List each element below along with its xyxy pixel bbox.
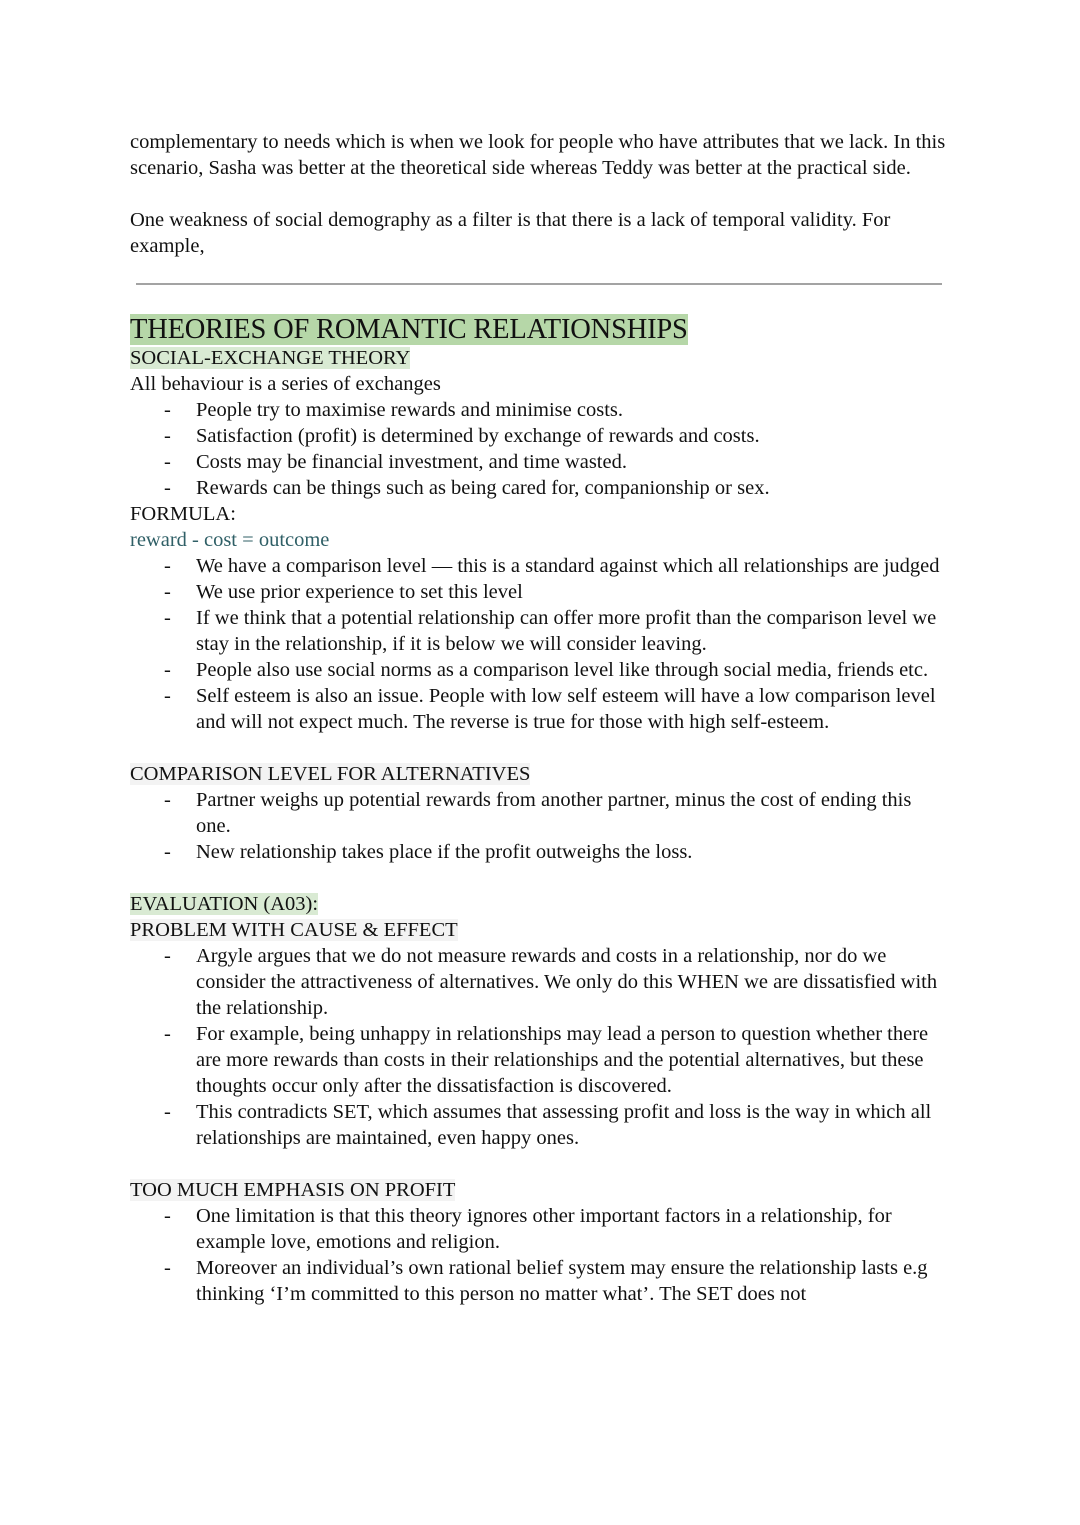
dash-bullet-icon: - [164,451,171,473]
list-item [130,423,950,449]
list-item-text: We use prior experience to set this level [196,581,523,603]
blank-line [130,865,950,891]
list-item-text: Partner weighs up potential rewards from another partner, minus the cost of ending this one. [196,789,912,837]
list-item [130,553,950,579]
list-item-text: Self esteem is also an issue. People with low self esteem will have a low comparison level and will not expect much. The reverse is true for those with high self-esteem. [196,685,936,733]
list-item [130,683,950,735]
dash-bullet-icon: - [164,1205,171,1227]
heading-comparison-level-alternatives [130,761,950,787]
dash-bullet-icon: - [164,659,171,681]
list-item [130,943,950,1021]
list-item-text: People also use social norms as a comparison level like through social media, friends etc. [196,659,929,681]
heading-text: COMPARISON LEVEL FOR ALTERNATIVES [130,763,531,785]
list-item-text: If we think that a potential relationship can offer more profit than the comparison level we stay in the relationship, if it is below we will consider leaving. [196,607,937,655]
blank-line [130,1151,950,1177]
list-item-text: This contradicts SET, which assumes that assessing profit and loss is the way in which all relationships are maintained, even happy ones. [196,1101,932,1149]
dash-bullet-icon: - [164,1101,171,1123]
dash-bullet-icon: - [164,685,171,707]
list-item-text: Argyle argues that we do not measure rewards and costs in a relationship, nor do we consider the attractiveness of alternatives. We only do this WHEN we are dissatisfied with the relationship. [196,945,938,1019]
list-item-text: Moreover an individual’s own rational belief system may ensure the relationship lasts e.g thinking ‘I’m committed to this person no matter what’. The SET does not [196,1257,928,1305]
list-item [130,1021,950,1099]
dash-bullet-icon: - [164,581,171,603]
heading-text: TOO MUCH EMPHASIS ON PROFIT [130,1179,456,1201]
list-item [130,605,950,657]
heading-emphasis-on-profit [130,1177,950,1203]
list-item-text: Rewards can be things such as being cared for, companionship or sex. [196,477,770,499]
horizontal-rule [136,283,942,285]
list-item-text: Satisfaction (profit) is determined by exchange of rewards and costs. [196,425,760,447]
list-item-text: People try to maximise rewards and minimise costs. [196,399,624,421]
blank-line [130,735,950,761]
document-page [130,129,950,1307]
section-title-text: THEORIES OF ROMANTIC RELATIONSHIPS [130,314,688,345]
bullet-list-comparison-level [130,553,950,735]
section-divider [130,259,950,315]
list-item-text: Costs may be financial investment, and time wasted. [196,451,627,473]
list-item [130,1255,950,1307]
heading-text: EVALUATION (A03): [130,893,319,915]
list-item [130,1099,950,1151]
list-item [130,657,950,683]
list-item [130,839,950,865]
list-item-text: We have a comparison level — this is a standard against which all relationships are judged [196,555,940,577]
subtitle-text: SOCIAL-EXCHANGE THEORY [130,347,411,369]
list-item [130,449,950,475]
bullet-list-basics [130,397,950,501]
list-item-text: New relationship takes place if the profit outweighs the loss. [196,841,693,863]
list-item [130,787,950,839]
intro-paragraph-temporal-validity: One weakness of social demography as a filter is that there is a lack of temporal validity. For example, [130,209,891,257]
formula-text: reward - cost = outcome [130,529,330,551]
list-item [130,475,950,501]
bullet-list-cause-effect [130,943,950,1151]
dash-bullet-icon: - [164,789,171,811]
bullet-list-profit [130,1203,950,1307]
dash-bullet-icon: - [164,1023,171,1045]
dash-bullet-icon: - [164,555,171,577]
dash-bullet-icon: - [164,945,171,967]
dash-bullet-icon: - [164,399,171,421]
dash-bullet-icon: - [164,425,171,447]
dash-bullet-icon: - [164,607,171,629]
formula-label: FORMULA: [130,503,236,525]
heading-evaluation [130,891,950,917]
bullet-list-alternatives [130,787,950,865]
lead-sentence: All behaviour is a series of exchanges [130,373,441,395]
heading-text: PROBLEM WITH CAUSE & EFFECT [130,919,458,941]
dash-bullet-icon: - [164,841,171,863]
dash-bullet-icon: - [164,477,171,499]
section-title [130,315,950,345]
list-item [130,1203,950,1255]
intro-paragraph-complementary-needs: complementary to needs which is when we look for people who have attributes that we lack. In this scenario, Sasha was better at the theoretical side whereas Teddy was better at the practical side. [130,131,946,179]
heading-cause-effect [130,917,950,943]
list-item [130,397,950,423]
dash-bullet-icon: - [164,1257,171,1279]
list-item [130,579,950,605]
subtitle-social-exchange-theory [130,345,950,371]
blank-line [130,181,950,207]
list-item-text: One limitation is that this theory ignores other important factors in a relationship, for example love, emotions and religion. [196,1205,892,1253]
list-item-text: For example, being unhappy in relationships may lead a person to question whether there are more rewards than costs in their relationships and the potential alternatives, but these thoughts occur only after the dissatisfaction is discovered. [196,1023,929,1097]
